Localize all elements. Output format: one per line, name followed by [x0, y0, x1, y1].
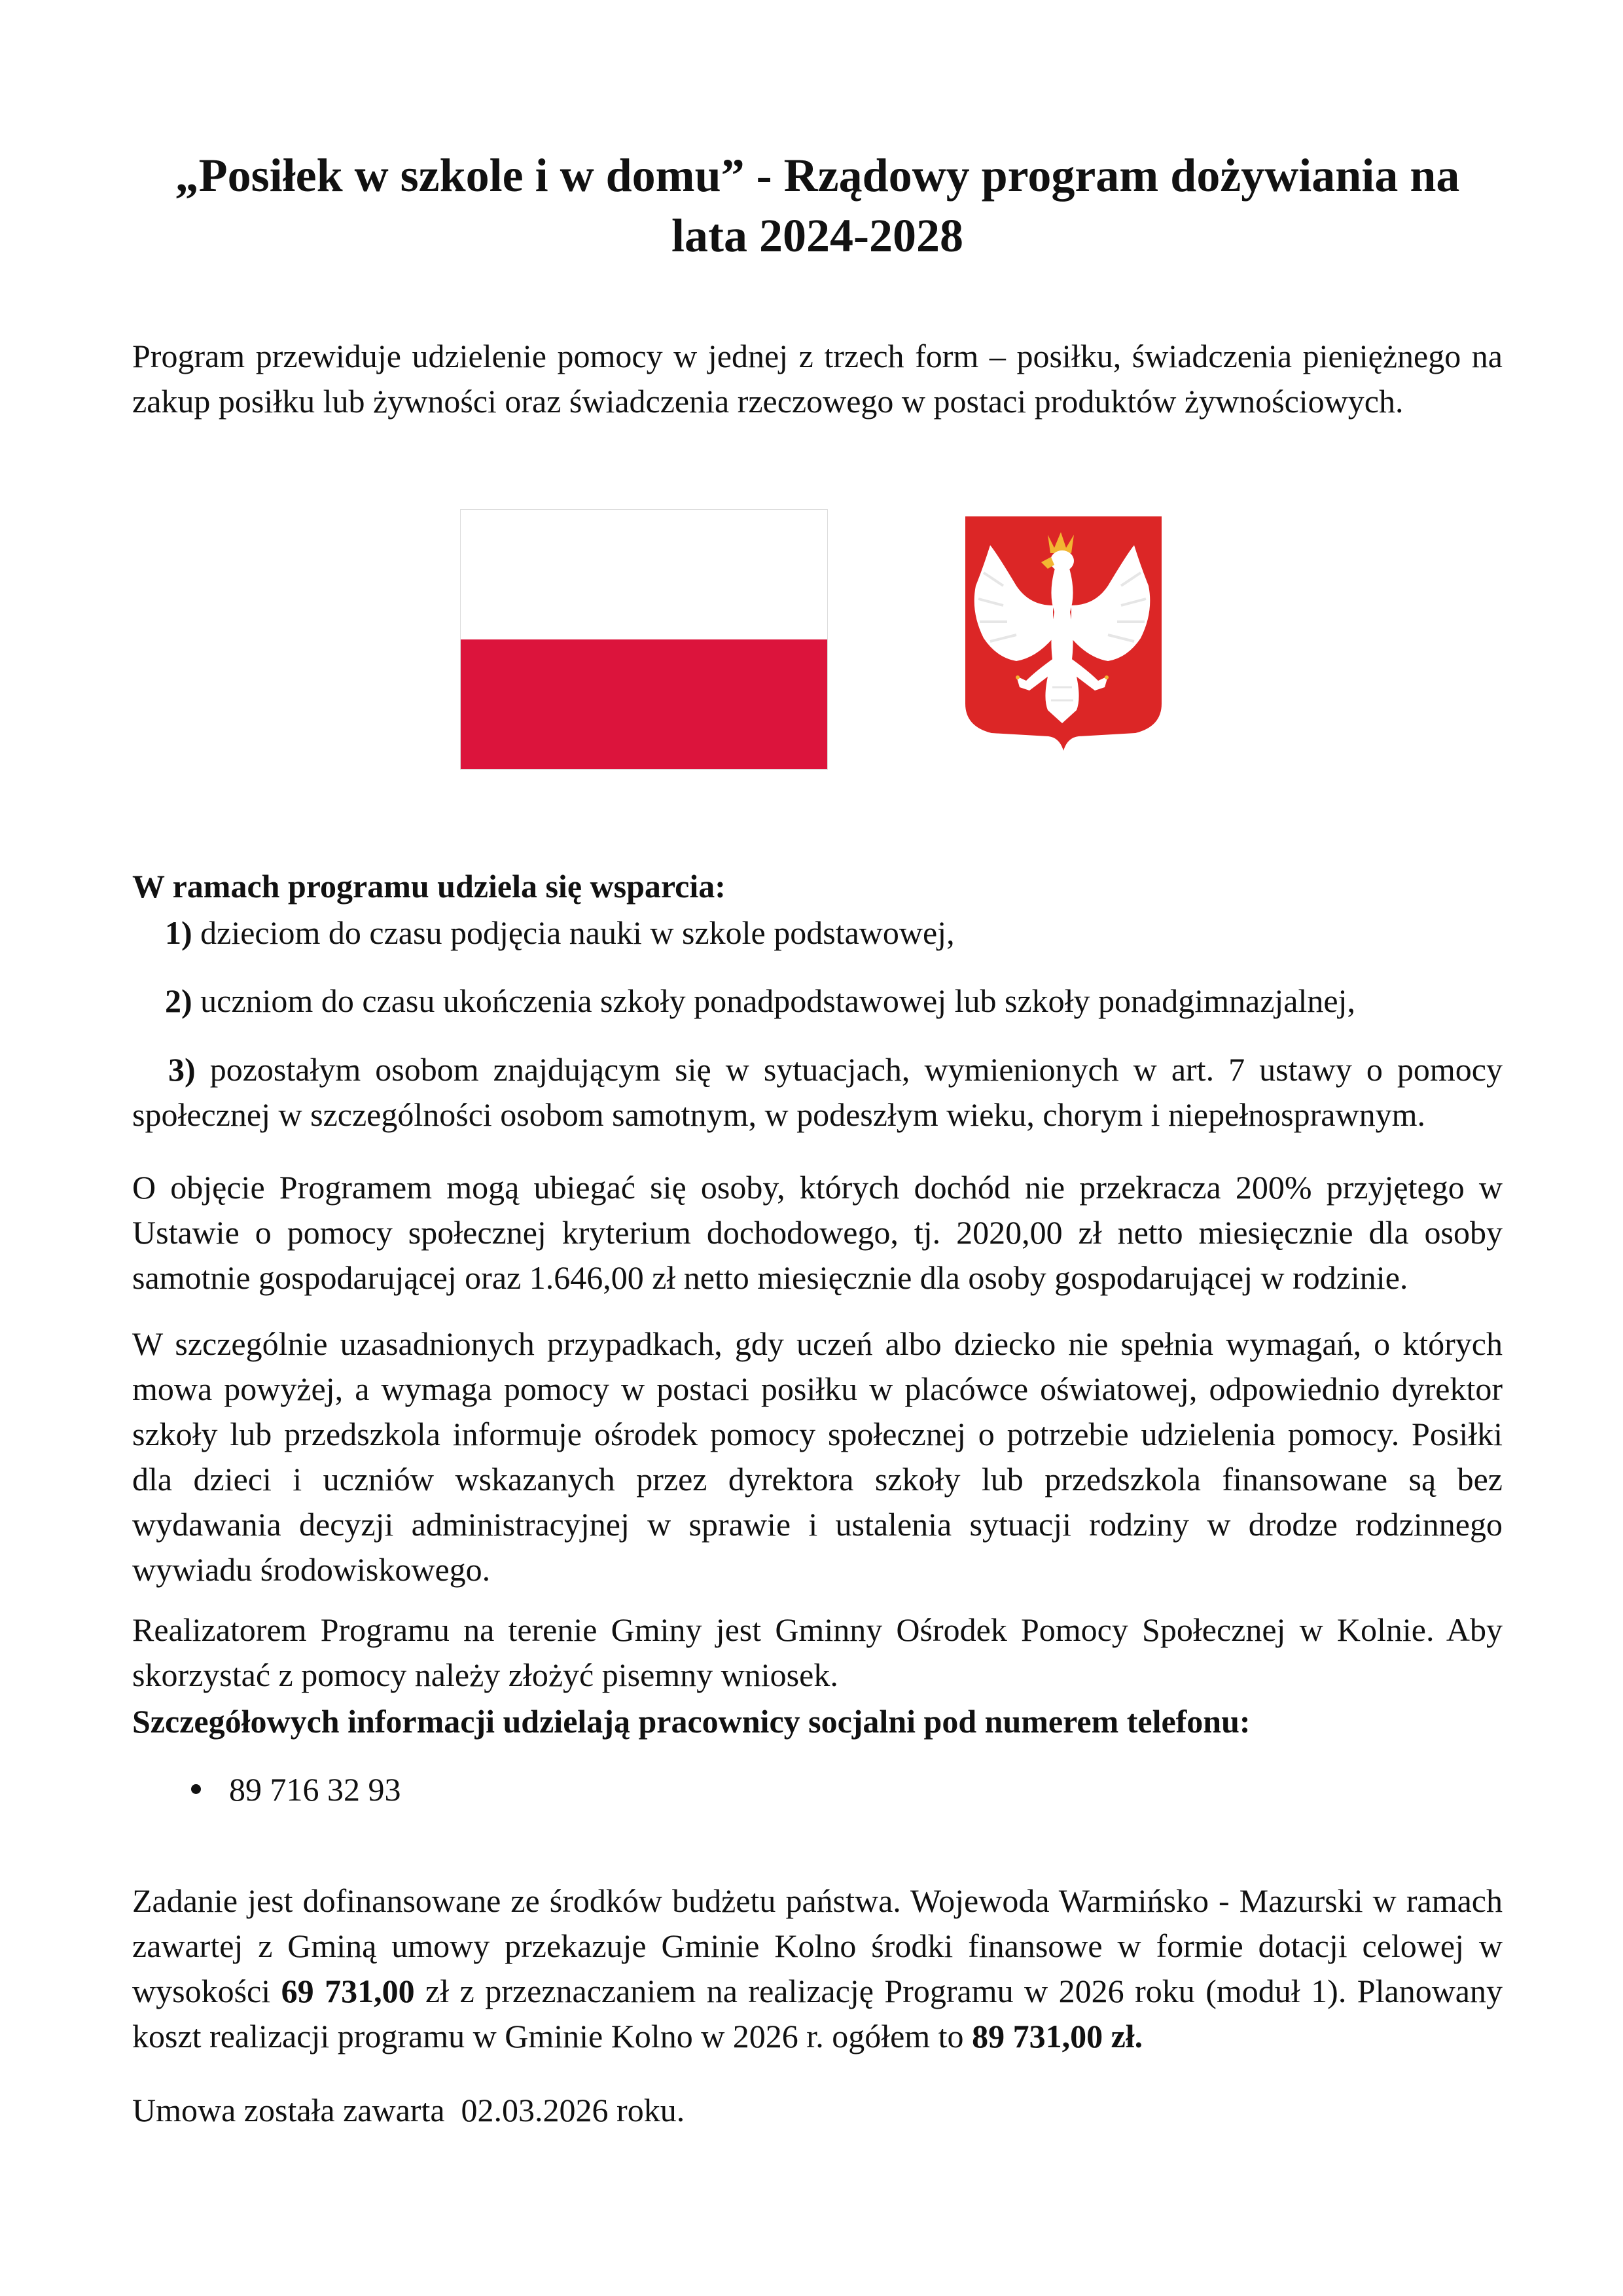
total-amount: 89 731,00 zł. — [972, 2018, 1143, 2054]
funding-paragraph — [132, 1878, 1503, 2059]
support-heading: W ramach programu udziela się wsparcia: — [132, 868, 726, 905]
support-item-2 — [132, 978, 1503, 1024]
phone-list-item — [132, 1767, 401, 1812]
contract-date-line: Umowa została zawarta 02.03.2026 roku. — [132, 2092, 685, 2128]
phone-list — [132, 1767, 401, 1812]
support-item-number: 1) — [165, 914, 192, 951]
support-item-text: uczniom do czasu ukończenia szkoły ponadpodstawowej lub szkoły ponadgimnazjalnej, — [192, 982, 1355, 1019]
contact-heading: Szczegółowych informacji udzielają pracownicy socjalni pod numerem telefonu: — [132, 1703, 1251, 1740]
support-item-number: 3) — [168, 1051, 196, 1088]
polish-flag-image — [460, 509, 828, 770]
title-line-1: „Posiłek w szkole i w domu” - Rządowy program dożywiania na — [175, 149, 1460, 202]
support-item-3 — [132, 1047, 1503, 1138]
funding-text-2: zł z przeznaczaniem na realizację Programu w 2026 roku (moduł 1). Planowany koszt realizacji programu w Gminie Kolno w 2026 r. ogółem to — [132, 1973, 1503, 2054]
special-cases-paragraph: W szczególnie uzasadnionych przypadkach, gdy uczeń albo dziecko nie spełnia wymagań, o których mowa powyżej, a wymaga pomocy w postaci posiłku w placówce oświatowej, odpowiednio dyrektor szkoły lub przedszkola informuje ośrodek pomocy społecznej o potrzebie udzielenia pomocy. Posiłki dla dzieci i uczniów wskazanych przez dyrektora szkoły lub przedszkola finansowane są bez wydawania decyzji administracyjnej w sprawie i ustalenia sytuacji rodziny w drodze rodzinnego wywiadu środowiskowego. — [132, 1325, 1503, 1588]
page-title — [132, 145, 1503, 266]
funding-text-1: Zadanie jest dofinansowane ze środków budżetu państwa. Wojewoda Warmińsko - Mazurski w ramach zawartej z Gminą umowy przekazuje Gminie Kolno środki finansowe w formie dotacji celowej w wysokości — [132, 1882, 1503, 2009]
title-line-2: lata 2024-2028 — [671, 209, 963, 262]
intro-paragraph: Program przewiduje udzielenie pomocy w jednej z trzech form – posiłku, świadczenia pieniężnego na zakup posiłku lub żywności oraz świadczenia rzeczowego w postaci produktów żywnościowych. — [132, 338, 1503, 420]
support-item-text: pozostałym osobom znajdującym się w sytuacjach, wymienionych w art. 7 ustawy o pomocy społecznej w szczególności osobom samotnym, w podeszłym wieku, chorym i niepełnosprawnym. — [132, 1051, 1503, 1133]
support-item-text: dzieciom do czasu podjęcia nauki w szkole podstawowej, — [192, 914, 955, 951]
bullet-icon — [191, 1784, 201, 1794]
flag-red-stripe — [461, 639, 827, 769]
grant-amount: 69 731,00 — [281, 1973, 415, 2009]
polish-eagle-emblem-icon — [964, 507, 1163, 753]
phone-number: 89 716 32 93 — [229, 1771, 401, 1808]
program-realizer-paragraph: Realizatorem Programu na terenie Gminy jest Gminny Ośrodek Pomocy Społecznej w Kolnie. Aby skorzystać z pomocy należy złożyć pisemny wniosek. — [132, 1611, 1503, 1693]
flag-white-stripe — [461, 510, 827, 639]
support-item-1 — [132, 910, 1503, 956]
support-item-number: 2) — [165, 982, 192, 1019]
income-criteria-paragraph: O objęcie Programem mogą ubiegać się osoby, których dochód nie przekracza 200% przyjętego w Ustawie o pomocy społecznej kryterium dochodowego, tj. 2020,00 zł netto miesięcznie dla osoby samotnie gospodarującej oraz 1.646,00 zł netto miesięcznie dla osoby gospodarującej w rodzinie. — [132, 1169, 1503, 1296]
